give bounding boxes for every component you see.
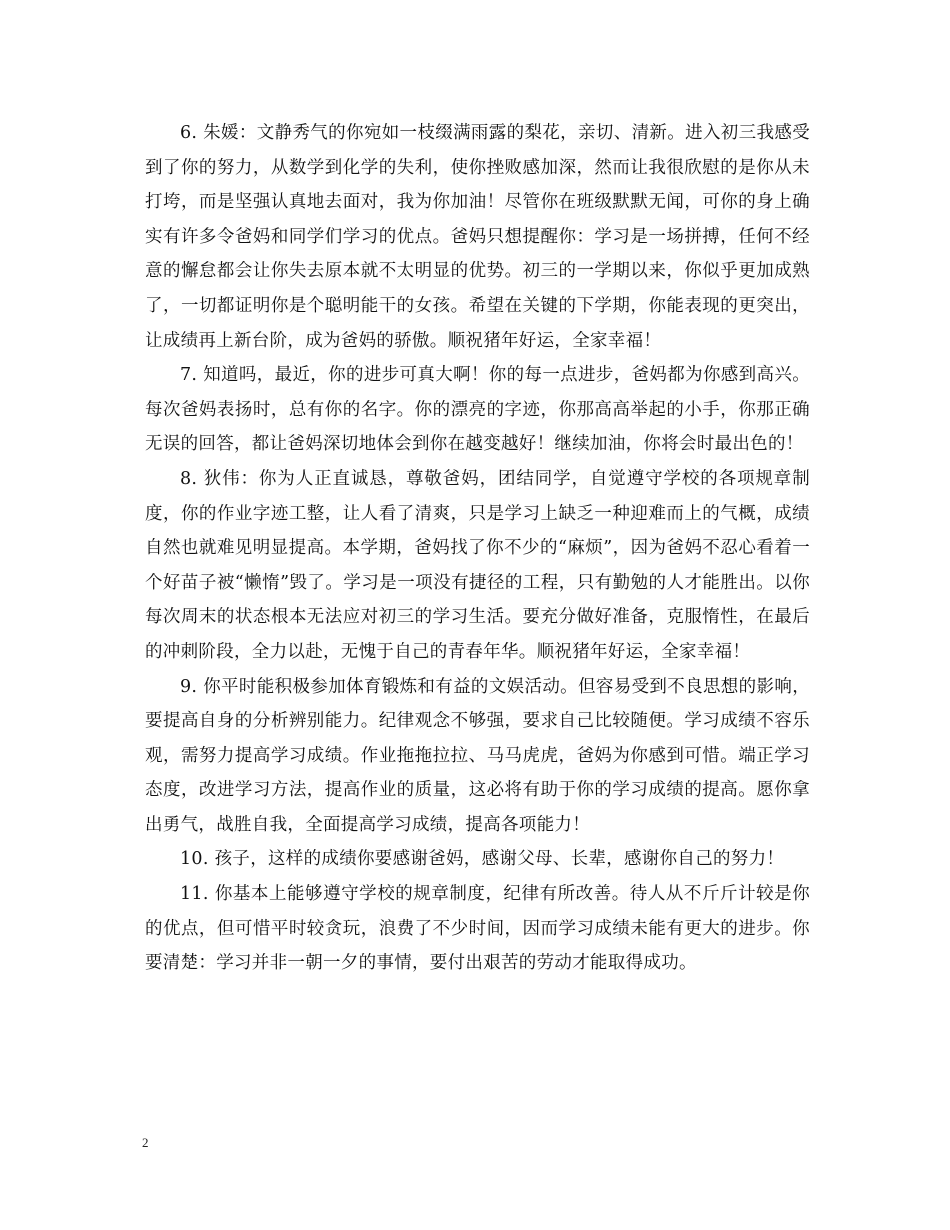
- paragraph-11: 11. 你基本上能够遵守学校的规章制度，纪律有所改善。待人从不斤斤计较是你的优点，但可惜平时较贪玩，浪费了不少时间，因而学习成绩未能有更大的进步。你要清楚：学习并非一朝一夕的事情，要付出艰苦的劳动才能取得成功。: [145, 884, 810, 974]
- document-body: [145, 116, 810, 981]
- paragraph-7: 7. 知道吗，最近，你的进步可真大啊！你的每一点进步，爸妈都为你感到高兴。每次爸妈表扬时，总有你的名字。你的漂亮的字迹，你那高高举起的小手，你那正确无误的回答，都让爸妈深切地体会到你在越变越好！继续加油，你将会时最出色的！: [145, 365, 810, 455]
- paragraph-9: 9. 你平时能积极参加体育锻炼和有益的文娱活动。但容易受到不良思想的影响，要提高自身的分析辨别能力。纪律观念不够强，要求自己比较随便。学习成绩不容乐观，需努力提高学习成绩。作业拖拖拉拉、马马虎虎，爸妈为你感到可惜。端正学习态度，改进学习方法，提高作业的质量，这必将有助于你的学习成绩的提高。愿你拿出勇气，战胜自我，全面提高学习成绩，提高各项能力！: [145, 676, 810, 835]
- paragraph-8: 8. 狄伟：你为人正直诚恳，尊敬爸妈，团结同学，自觉遵守学校的各项规章制度，你的作业字迹工整，让人看了清爽，只是学习上缺乏一种迎难而上的气概，成绩自然也就难见明显提高。本学期，爸妈找了你不少的“麻烦”，因为爸妈不忍心看着一个好苗子被“懒惰”毁了。学习是一项没有捷径的工程，只有勤勉的人才能胜出。以你每次周末的状态根本无法应对初三的学习生活。要充分做好准备，克服惰性，在最后的冲刺阶段，全力以赴，无愧于自己的青春年华。顺祝猪年好运，全家幸福！: [145, 468, 810, 662]
- paragraph-10: 10. 孩子，这样的成绩你要感谢爸妈，感谢父母、长辈，感谢你自己的努力！: [180, 849, 785, 870]
- paragraph-6: 6. 朱媛：文静秀气的你宛如一枝缀满雨露的梨花，亲切、清新。进入初三我感受到了你的努力，从数学到化学的失利，使你挫败感加深，然而让我很欣慰的是你从未打垮，而是坚强认真地去面对，我为你加油！尽管你在班级默默无闻，可你的身上确实有许多令爸妈和同学们学习的优点。爸妈只想提醒你：学习是一场拼搏，任何不经意的懈怠都会让你失去原本就不太明显的优势。初三的一学期以来，你似乎更加成熟了，一切都证明你是个聪明能干的女孩。希望在关键的下学期，你能表现的更突出，让成绩再上新台阶，成为爸妈的骄傲。顺祝猪年好运，全家幸福！: [145, 123, 810, 351]
- page-number: 2: [142, 1135, 149, 1150]
